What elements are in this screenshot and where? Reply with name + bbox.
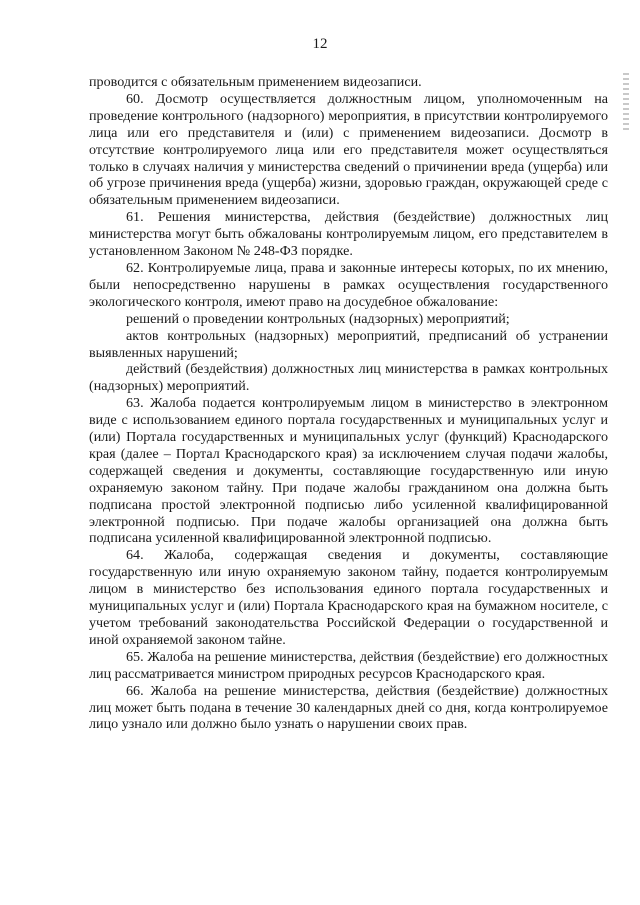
scan-margin-mark: [623, 73, 629, 133]
paragraph-60: 60. Досмотр осуществляется должностным лицом, уполномоченным на проведение контрольного (надзорного) мероприятия, в присутствии контролируемого лица или его представителя и (или) с применением видеозаписи. Досмотр в отсутствие контролируемого лица или его представителя может осуществляться только в случаях наличия у министерства сведений о причинении вреда (ущерба) или об угрозе причинения вреда (ущерба) жизни, здоровью граждан, окружающей среде с обязательным применением видеозаписи.: [89, 90, 608, 209]
paragraph-62: 62. Контролируемые лица, права и законные интересы которых, по их мнению, были непосредственно нарушены в рамках осуществления государственного экологического контроля, имеют право на досудебное обжалование:: [89, 259, 608, 310]
paragraph-61: 61. Решения министерства, действия (бездействие) должностных лиц министерства могут быть обжалованы контролируемым лицом, его представителем в установленном Законом № 248-ФЗ порядке.: [89, 209, 608, 260]
page-number: 12: [312, 36, 328, 52]
list-item-acts: актов контрольных (надзорных) мероприятий, предписаний об устранении выявленных нарушений;: [89, 327, 608, 361]
list-item-actions: действий (бездействия) должностных лиц министерства в рамках контрольных (надзорных) мероприятий.: [89, 361, 608, 395]
paragraph-65: 65. Жалоба на решение министерства, действия (бездействие) его должностных лиц рассматривается министром природных ресурсов Краснодарского края.: [89, 648, 608, 682]
paragraph-66: 66. Жалоба на решение министерства, действия (бездействие) должностных лиц может быть подана в течение 30 календарных дней со дня, когда контролируемое лицо узнало или должно было узнать о нарушении своих прав.: [89, 682, 608, 733]
paragraph-64: 64. Жалоба, содержащая сведения и документы, составляющие государственную или иную охраняемую законом тайну, подается контролируемым лицом в министерство без использования единого портала государственных и муниципальных услуг и (или) Портала Краснодарского края на бумажном носителе, с учетом требований законодательства Российской Федерации о государственной и иной охраняемой законом тайне.: [89, 547, 608, 648]
document-body: [89, 74, 608, 733]
paragraph-63: 63. Жалоба подается контролируемым лицом в министерство в электронном виде с использованием единого портала государственных и муниципальных услуг и (или) Портала государственных и муниципальных услуг (функций) Краснодарского края (далее – Портал Краснодарского края) за исключением случая подачи жалобы, содержащей сведения и документы, составляющие государственную или иную охраняемую законом тайну. При подаче жалобы гражданином она должна быть подписана простой электронной подписью либо усиленной квалифицированной электронной подписью. При подаче жалобы организацией она должна быть подписана усиленной квалифицированной электронной подписью.: [89, 395, 608, 547]
paragraph-continuation: проводится с обязательным применением видеозаписи.: [89, 74, 422, 90]
list-item-decisions: решений о проведении контрольных (надзорных) мероприятий;: [126, 310, 510, 327]
